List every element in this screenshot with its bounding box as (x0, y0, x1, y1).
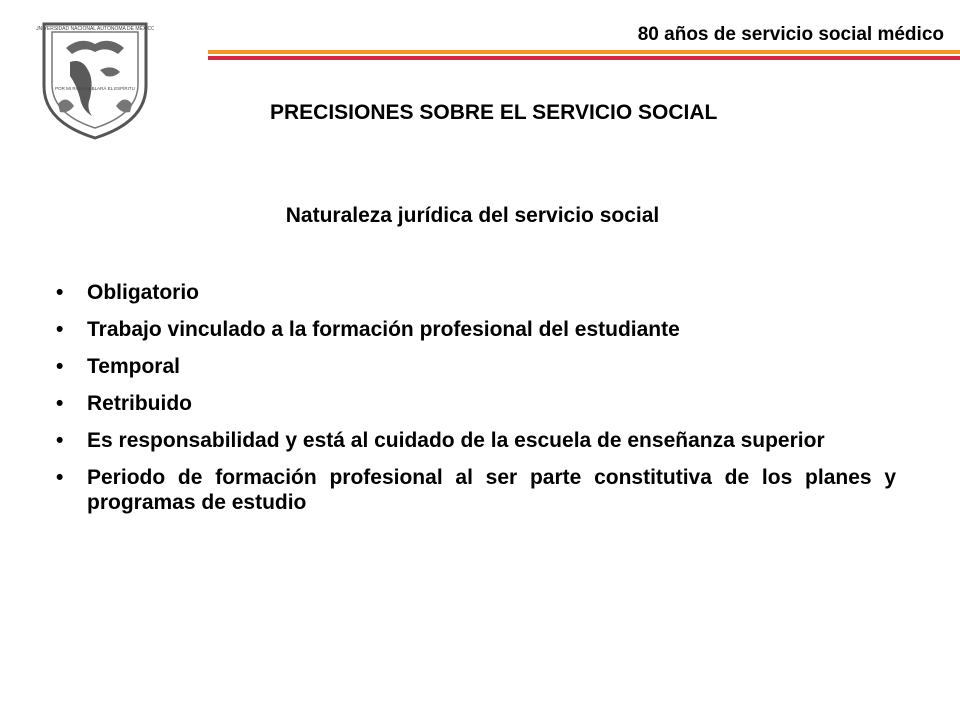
bullet-text: Retribuido (87, 392, 192, 415)
bullet-text: Periodo de formación profesional al ser parte constitutiva de los planes y programas de estudio (87, 466, 896, 514)
bullet-text: Obligatorio (87, 281, 199, 304)
slide-subtitle: Naturaleza jurídica del servicio social (285, 204, 660, 227)
slide-title: PRECISIONES SOBRE EL SERVICIO SOCIAL (270, 101, 718, 124)
header-accent-rule-orange (208, 50, 960, 54)
slide-tagline: 80 años de servicio social médico (637, 24, 944, 45)
unam-logo (36, 14, 154, 142)
header-accent-rule-red (208, 56, 960, 60)
bullet-dot: • (56, 429, 64, 452)
logo-ring-text: UNIVERSIDAD NACIONAL AUTÓNOMA DE MÉXICO (36, 26, 154, 32)
bullet-item (56, 428, 896, 453)
bullet-dot: • (56, 466, 64, 489)
bullet-dot: • (56, 318, 64, 341)
bullet-text: Temporal (87, 355, 180, 378)
bullet-list (56, 280, 896, 527)
bullet-item (56, 280, 896, 305)
bullet-item (56, 465, 896, 515)
logo-motto-text: POR MI RAZA HABLARÁ EL ESPÍRITU (55, 86, 135, 91)
unam-coat-of-arms-icon (36, 14, 154, 142)
bullet-item (56, 354, 896, 379)
bullet-text: Trabajo vinculado a la formación profesional del estudiante (87, 318, 680, 341)
bullet-dot: • (56, 355, 64, 378)
bullet-dot: • (56, 281, 64, 304)
bullet-dot: • (56, 392, 64, 415)
bullet-text: Es responsabilidad y está al cuidado de la escuela de enseñanza superior (87, 429, 825, 452)
bullet-item (56, 317, 896, 342)
bullet-item (56, 391, 896, 416)
